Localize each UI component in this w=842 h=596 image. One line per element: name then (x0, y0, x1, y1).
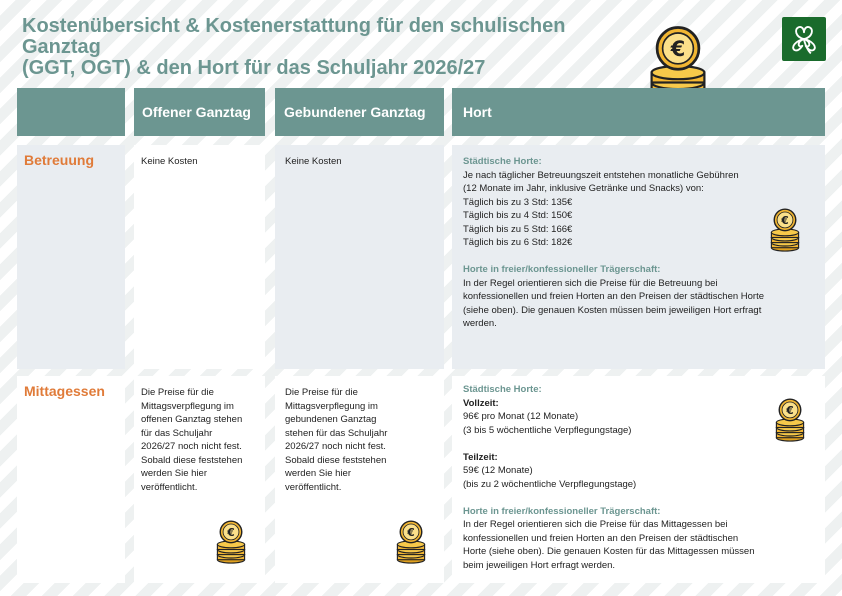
mittagessen-gebundener-text: Mittagsverpflegung im (285, 400, 378, 412)
mittagessen-frei-text: In der Regel orientieren sich die Preise für das Mittagessen bei (463, 519, 728, 530)
mittagessen-gebundener-text: 2026/27 noch nicht fest. (285, 441, 386, 452)
betreuung-offener-cell (134, 145, 265, 369)
mittagessen-gebundener-text: Die Preise für die (285, 387, 358, 398)
betreuung-frei-text: werden. (463, 318, 497, 329)
betreuung-gebundener-text: Keine Kosten (285, 156, 342, 167)
column-header-hort: Hort (452, 88, 825, 136)
mittagessen-frei-text: konfessionellen und freien Horten an den Preisen der städtischen (463, 532, 739, 544)
vollzeit-label: Vollzeit: (463, 397, 499, 409)
betreuung-price-line: Täglich bis zu 6 Std: 182€ (463, 237, 573, 248)
mittagessen-frei-heading: Horte in freier/konfessioneller Trägerschaft: (463, 505, 661, 517)
betreuung-staedtisch-heading: Städtische Horte: (463, 156, 542, 167)
betreuung-intro-line: (12 Monate im Jahr, inklusive Getränke und Snacks) von: (463, 183, 704, 194)
title-line-2: (GGT, OGT) & den Hort für das Schuljahr 2026/27 (22, 57, 486, 79)
euro-coin-stack-icon (394, 516, 428, 566)
mittagessen-gebundener-text: gebundenen Ganztag (285, 414, 377, 425)
betreuung-frei-heading: Horte in freier/konfessioneller Trägerschaft: (463, 264, 661, 275)
vollzeit-text: 96€ pro Monat (12 Monate) (463, 411, 579, 422)
betreuung-hort-cell (452, 145, 825, 369)
betreuung-price-line: Täglich bis zu 5 Std: 166€ (463, 223, 573, 235)
mittagessen-hort-cell (452, 376, 825, 583)
mittagessen-staedtisch-heading: Städtische Horte: (463, 384, 542, 395)
header-blank-cell (17, 88, 125, 136)
teilzeit-text: 59€ (12 Monate) (463, 465, 533, 476)
betreuung-price-line: Täglich bis zu 4 Std: 150€ (463, 210, 573, 221)
euro-coin-stack-icon (214, 516, 248, 566)
mittagessen-gebundener-text: veröffentlicht. (285, 481, 342, 493)
column-header-gebundener-ganztag: Gebundener Ganztag (275, 88, 444, 136)
betreuung-frei-text: (siehe oben). Die genauen Kosten müssen beim jeweiligen Hort erfragt (463, 304, 762, 316)
teilzeit-label: Teilzeit: (463, 451, 498, 463)
euro-coin-stack-icon (773, 394, 807, 444)
betreuung-intro-line: Je nach täglicher Betreuungszeit entstehen monatliche Gebühren (463, 169, 739, 181)
teilzeit-text: (bis zu 2 wöchentliche Verpflegungstage) (463, 478, 637, 490)
euro-coin-stack-icon (768, 205, 802, 253)
mittagessen-offener-text: offenen Ganztag stehen (141, 414, 243, 425)
mittagessen-gebundener-cell (275, 376, 444, 583)
column-header-offener-ganztag: Offener Ganztag (134, 88, 265, 136)
row-label-mittagessen: Mittagessen (17, 376, 125, 583)
betreuung-gebundener-cell (275, 145, 444, 369)
vollzeit-text: (3 bis 5 wöchentliche Verpflegungstage) (463, 424, 632, 436)
mittagessen-offener-text: Mittagsverpflegung im (141, 400, 234, 412)
row-label-betreuung: Betreuung (17, 145, 125, 369)
mittagessen-gebundener-text: Sobald diese feststehen (285, 454, 387, 466)
mittagessen-gebundener-text: werden Sie hier (285, 468, 352, 479)
mittagessen-offener-text: 2026/27 noch nicht fest. (141, 441, 242, 452)
betreuung-frei-text: konfessionellen und freien Horten an den Preisen der städtischen Horte (463, 291, 765, 302)
title-line-1: Kostenübersicht & Kostenerstattung für den schulischen Ganztag (22, 15, 566, 58)
mittagessen-offener-text: für das Schuljahr (141, 427, 213, 439)
mittagessen-offener-text: Die Preise für die (141, 387, 214, 398)
mittagessen-frei-text: Horte (siehe oben). Die genauen Kosten für das Mittagessen müssen (463, 546, 755, 557)
mittagessen-gebundener-text: stehen für das Schuljahr (285, 427, 388, 439)
shamrock-icon (782, 17, 826, 61)
mittagessen-offener-cell (134, 376, 265, 583)
betreuung-offener-text: Keine Kosten (141, 156, 198, 167)
mittagessen-frei-text: beim jeweiligen Hort erfragt werden. (463, 559, 616, 571)
mittagessen-offener-text: werden Sie hier (141, 468, 208, 479)
page-title (22, 16, 642, 79)
betreuung-price-line: Täglich bis zu 3 Std: 135€ (463, 196, 573, 208)
betreuung-frei-text: In der Regel orientieren sich die Preise für die Betreuung bei (463, 277, 718, 289)
mittagessen-offener-text: veröffentlicht. (141, 481, 198, 493)
mittagessen-offener-text: Sobald diese feststehen (141, 454, 243, 466)
